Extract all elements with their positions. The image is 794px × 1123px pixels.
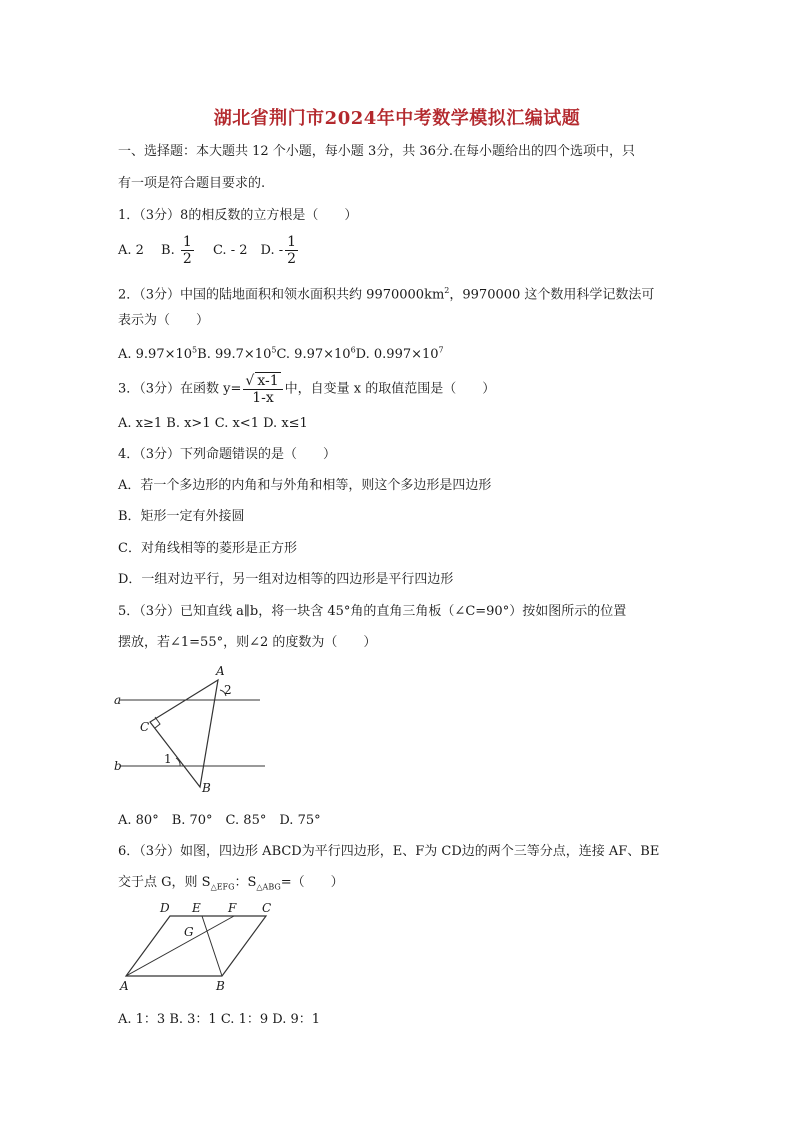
q5-label-b: b xyxy=(114,759,122,773)
q2-stem-line2: 表示为（ ） xyxy=(118,313,210,328)
q6-stem-line1: 6．（3分）如图，四边形 ABCD为平行四边形，E、F为 CD边的两个三等分点，连接 AF、BE xyxy=(118,844,660,859)
q4-option-a: A．若一个多边形的内角和与外角和相等，则这个多边形是四边形 xyxy=(118,478,492,493)
q5-label-B: B xyxy=(202,781,211,795)
section-instructions-line2: 有一项是符合题目要求的. xyxy=(118,176,266,191)
q4-option-d: D．一组对边平行，另一组对边相等的四边形是平行四边形 xyxy=(118,572,454,587)
q5-label-A: A xyxy=(216,664,225,678)
q5-label-C: C xyxy=(140,720,150,734)
q1-option-c-d: C. - 2 D. xyxy=(199,243,275,258)
section-instructions-line1: 一、选择题：本大题共 12 个小题，每小题 3分，共 36分.在每小题给出的四个选项中，只 xyxy=(118,144,636,159)
q2-option-d: D. $0.997\times 10^7$ xyxy=(355,346,444,363)
q3-options: A. x≥1 B. x>1 C. x<1 D. x≤1 xyxy=(118,416,308,431)
q3-function-fraction: $\frac{√ x-1}{1-x}$ xyxy=(243,372,282,406)
q6-options: A. 1：3 B. 3：1 C. 1：9 D. 9：1 xyxy=(118,1012,321,1027)
q5-angle1-arc xyxy=(176,758,180,766)
q6-label-B: B xyxy=(216,979,225,993)
q6-stem-line2: 交于点 G，则 $S_{\triangle EFG}$：$S_{\triangle ABG}=$（ ） xyxy=(118,875,344,892)
q6-label-D: D xyxy=(160,901,170,915)
q5-stem-line1: 5．（3分）已知直线 a∥b，将一块含 45°角的直角三角板（∠C=90°）按如图所示的位置 xyxy=(118,604,627,619)
q2-option-a: A. $9.97\times 10^5$ xyxy=(118,346,198,363)
q5-right-angle-mark xyxy=(155,717,160,728)
q4-option-b: B．矩形一定有外接圆 xyxy=(118,509,245,524)
q6-segment-AF xyxy=(126,916,234,976)
q1-options xyxy=(118,234,300,267)
q6-figure xyxy=(112,898,282,998)
q2-stem-line1: 2．（3分）中国的陆地面积和领水面积共约 $9970000km^2$，9970000 这个数用科学记数法可 xyxy=(118,286,655,303)
q6-label-G: G xyxy=(184,925,194,939)
q5-triangle xyxy=(150,680,218,787)
q1-option-b-fraction: $\frac{1}{2}$ xyxy=(182,234,192,267)
q6-label-F: F xyxy=(228,901,237,915)
q6-label-A: A xyxy=(120,979,129,993)
q5-figure xyxy=(110,660,280,800)
q6-parallelogram xyxy=(126,916,266,976)
q5-label-a: a xyxy=(114,693,122,707)
q1-option-d-fraction: $\frac{1}{2}$ xyxy=(287,234,297,267)
page-title: 湖北省荆门市2024年中考数学模拟汇编试题 xyxy=(213,108,581,129)
q6-segment-BE xyxy=(202,916,222,976)
q3-stem: 3．（3分）在函数 y= $\frac{√ x-1}{1-x}$ 中，自变量 x 的取值范围是（ ） xyxy=(118,373,496,406)
q2-option-c: C. $9.97\times 10^6$ xyxy=(276,346,356,363)
q2-option-b: B. $99.7\times 10^5$ xyxy=(197,346,277,363)
q5-options: A. 80° B. 70° C. 85° D. 75° xyxy=(118,813,321,828)
q1-stem: 1．（3分）8的相反数的立方根是（ ） xyxy=(118,208,358,223)
q6-label-E: E xyxy=(192,901,201,915)
q1-option-a-b: A. 2 B. xyxy=(118,243,175,258)
q4-stem: 4．（3分）下列命题错误的是（ ） xyxy=(118,447,337,462)
q5-label-angle2: 2 xyxy=(224,683,232,697)
q6-label-C: C xyxy=(262,901,272,915)
q2-options xyxy=(118,342,444,364)
q1-option-d-sign: - xyxy=(278,243,284,258)
q5-label-angle1: 1 xyxy=(164,752,172,766)
q4-option-c: C．对角线相等的菱形是正方形 xyxy=(118,541,297,556)
q5-stem-line2: 摆放，若∠1=55°，则∠2 的度数为（ ） xyxy=(118,635,377,650)
